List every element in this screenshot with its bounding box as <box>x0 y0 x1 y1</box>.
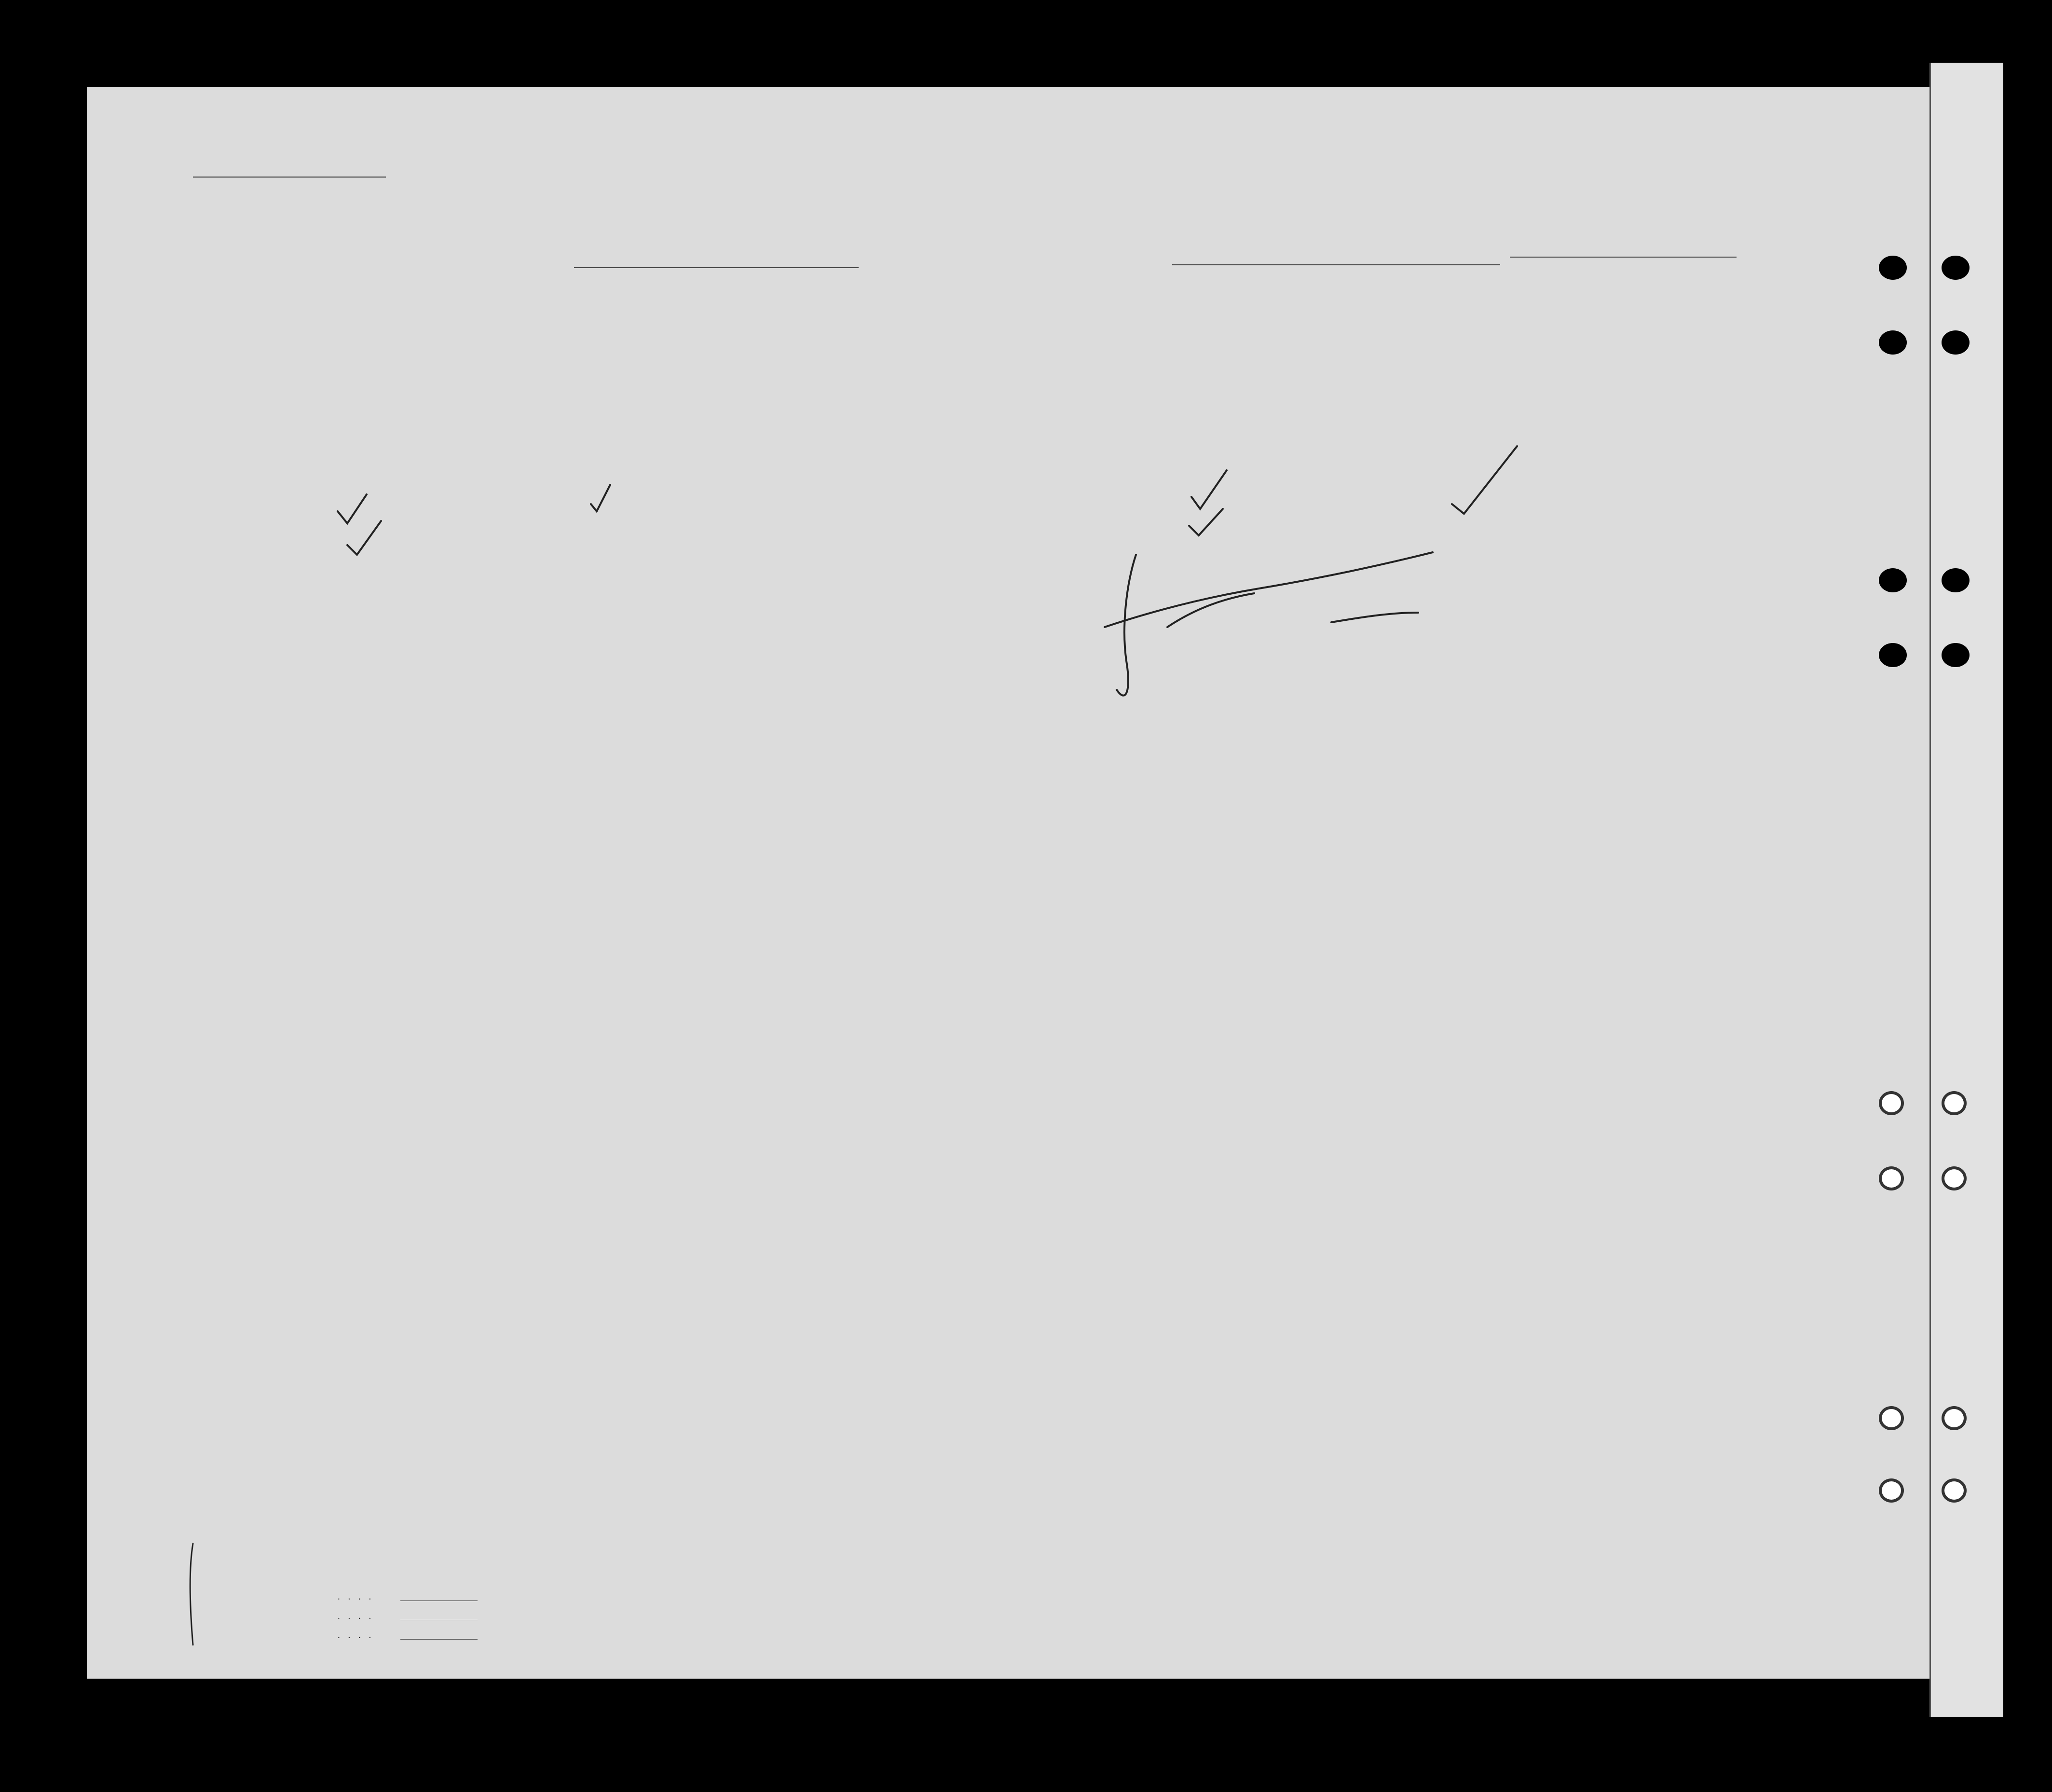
footer-dots: . . . . <box>338 1592 374 1602</box>
margin-mark <box>190 1544 193 1645</box>
footer-dots: . . . . <box>338 1611 374 1621</box>
signature <box>1105 552 1433 696</box>
check-mark <box>1452 446 1517 514</box>
check-mark <box>1191 470 1227 509</box>
check-mark <box>338 494 367 523</box>
check-mark <box>591 485 610 511</box>
footer-underline <box>400 1639 478 1640</box>
check-mark <box>347 521 381 555</box>
footer-dots: . . . . <box>338 1630 374 1641</box>
check-mark <box>1189 509 1223 535</box>
footer-underline <box>400 1600 478 1601</box>
